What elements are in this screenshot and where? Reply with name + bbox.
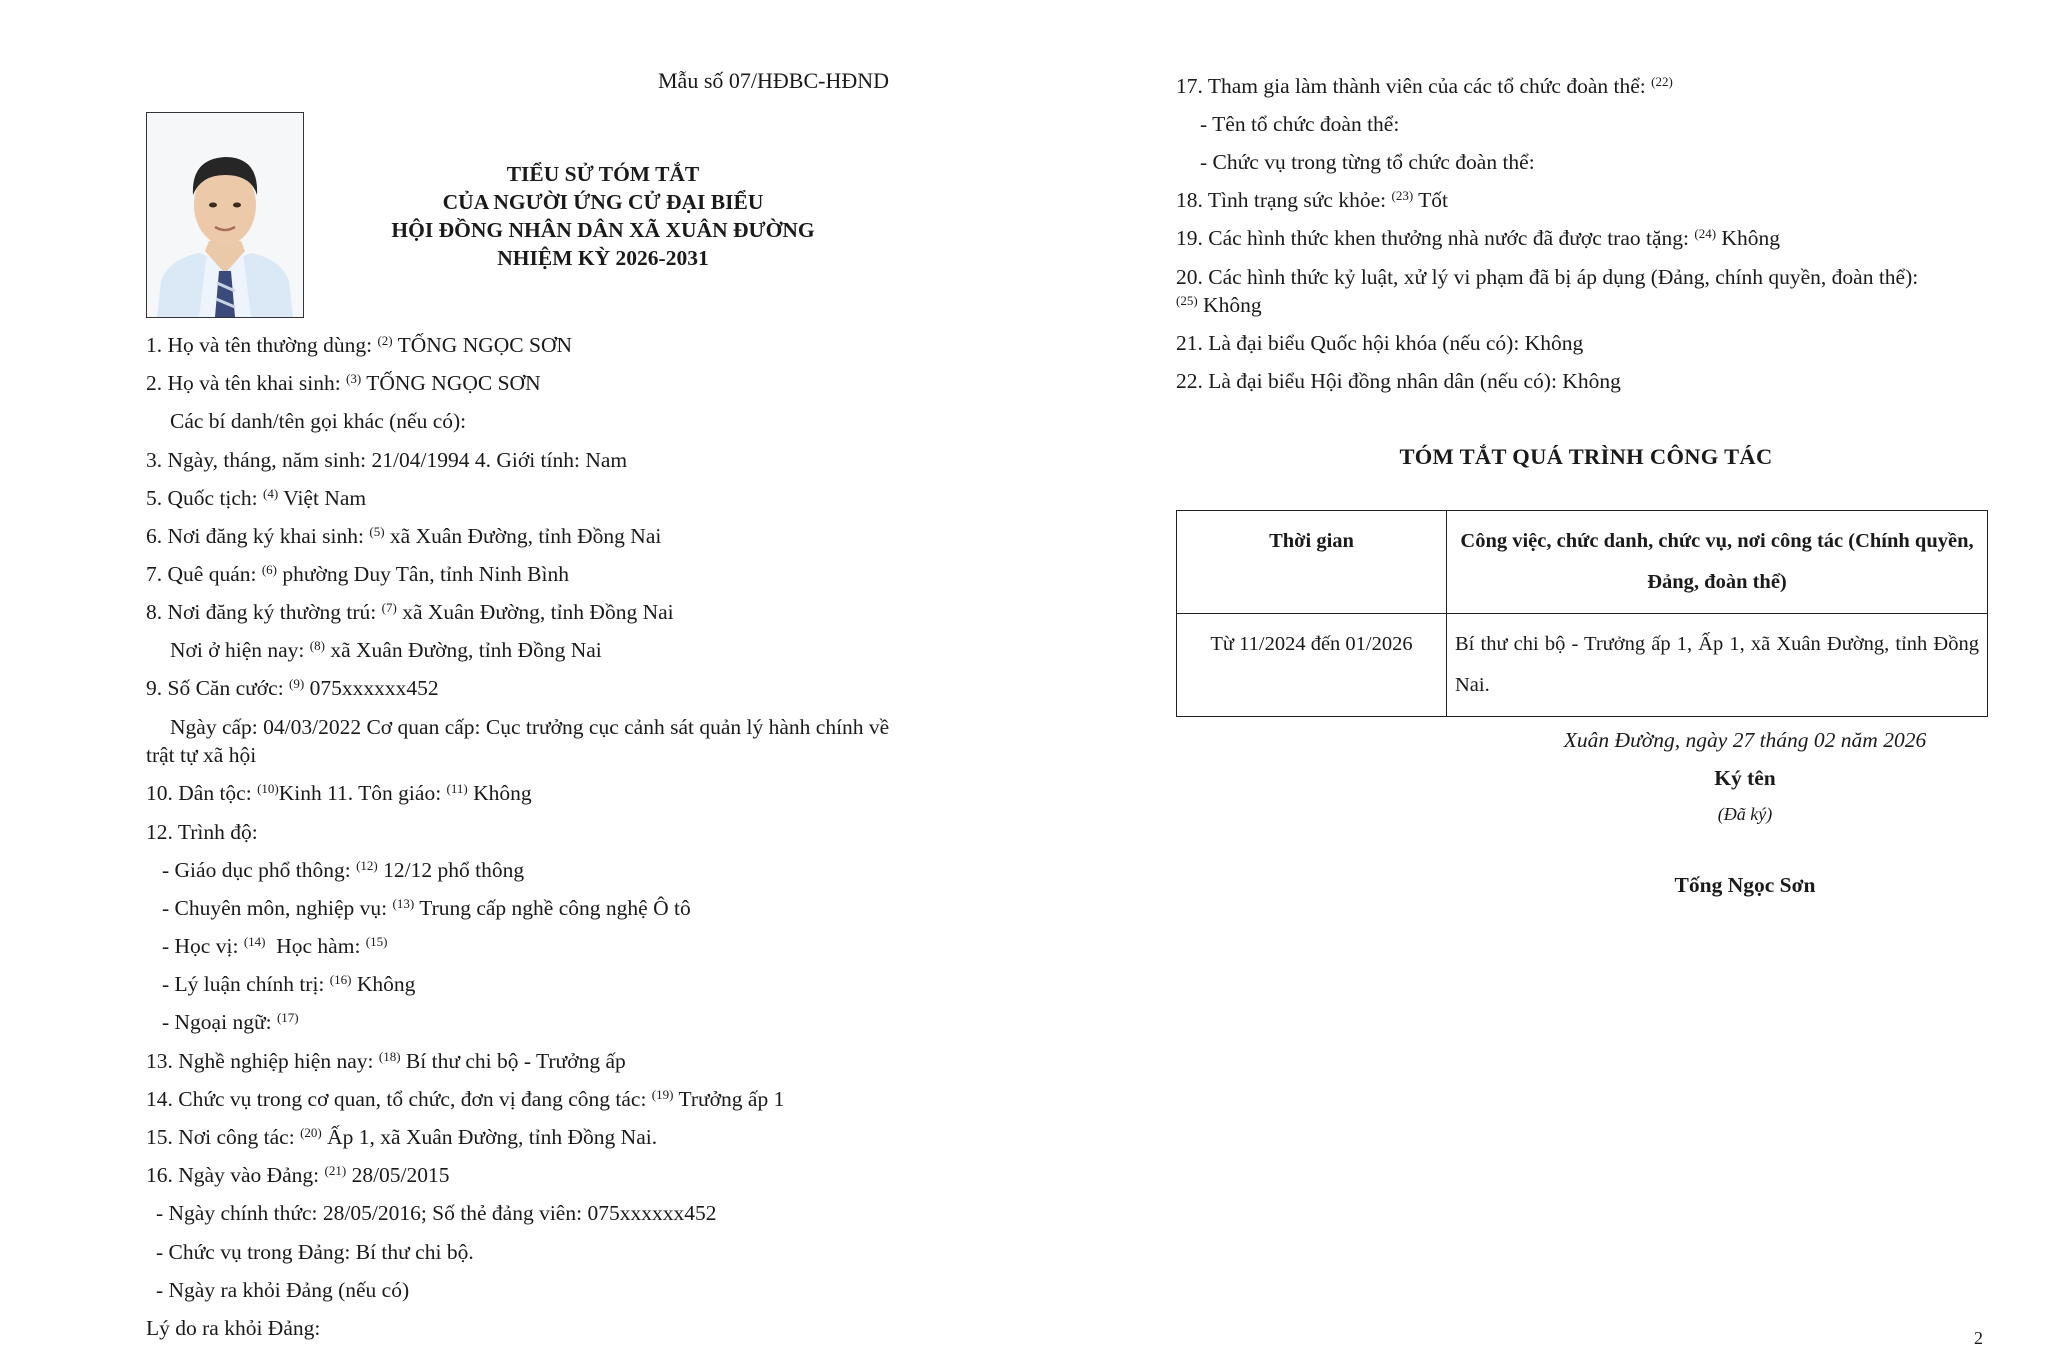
field-position: 14. Chức vụ trong cơ quan, tổ chức, đơn vị đang công tác: $^{(19)}$ Trưởng ấp 1 bbox=[146, 1087, 785, 1111]
signed-note: (Đã ký) bbox=[1717, 804, 1773, 824]
field-discipline: 20. Các hình thức kỷ luật, xử lý vi phạm đã bị áp dụng (Đảng, chính quyền, đoàn thể): bbox=[1176, 265, 1919, 289]
field-party-leave-reason: Lý do ra khỏi Đảng: bbox=[146, 1316, 321, 1340]
table-header-row bbox=[1177, 511, 1988, 614]
header-time: Thời gian bbox=[1177, 511, 1447, 614]
title-line-2: CỦA NGƯỜI ỨNG CỬ ĐẠI BIỂU bbox=[442, 190, 764, 214]
field-degree-title: - Học vị: $^{(14)}$ Học hàm: $^{(15)}$ bbox=[162, 934, 388, 958]
work-history-table bbox=[1176, 510, 1988, 717]
field-birth-name: 2. Họ và tên khai sinh: $^{(3)}$ TỐNG NGỌC SƠN bbox=[146, 371, 541, 395]
place-date: Xuân Đường, ngày 27 tháng 02 năm 2026 bbox=[1563, 728, 1927, 752]
field-aliases: Các bí danh/tên gọi khác (nếu có): bbox=[170, 409, 467, 433]
document-title bbox=[330, 160, 876, 272]
field-organizations: 17. Tham gia làm thành viên của các tổ chức đoàn thể: $^{(22)}$ bbox=[1176, 74, 1673, 98]
field-party-leave-date: - Ngày ra khỏi Đảng (nếu có) bbox=[156, 1278, 410, 1302]
field-peoples-council: 22. Là đại biểu Hội đồng nhân dân (nếu có): Không bbox=[1176, 369, 1621, 393]
field-health: 18. Tình trạng sức khỏe: $^{(23)}$ Tốt bbox=[1176, 188, 1449, 212]
field-political-theory: - Lý luận chính trị: $^{(16)}$ Không bbox=[162, 972, 416, 996]
field-common-name: 1. Họ và tên thường dùng: $^{(2)}$ TỐNG NGỌC SƠN bbox=[146, 333, 573, 357]
field-awards: 19. Các hình thức khen thưởng nhà nước đã được trao tặng: $^{(24)}$ Không bbox=[1176, 226, 1780, 250]
field-party-position: - Chức vụ trong Đảng: Bí thư chi bộ. bbox=[156, 1240, 474, 1264]
title-line-3: HỘI ĐỒNG NHÂN DÂN XÃ XUÂN ĐƯỜNG bbox=[391, 218, 815, 242]
field-occupation: 13. Nghề nghiệp hiện nay: $^{(18)}$ Bí thư chi bộ - Trưởng ấp bbox=[146, 1049, 626, 1073]
field-permanent-residence: 8. Nơi đăng ký thường trú: $^{(7)}$ xã Xuân Đường, tỉnh Đồng Nai bbox=[146, 600, 674, 624]
field-id-number: 9. Số Căn cước: $^{(9)}$ 075xxxxxx452 bbox=[146, 676, 439, 700]
field-ethnicity-religion: 10. Dân tộc: $^{(10)}$Kinh 11. Tôn giáo: $^{(11)}$ Không bbox=[146, 781, 532, 805]
form-code: Mẫu số 07/HĐBC-HĐND bbox=[658, 68, 889, 93]
signer-name: Tống Ngọc Sơn bbox=[1674, 873, 1816, 897]
field-party-official-date: - Ngày chính thức: 28/05/2016; Số thẻ đảng viên: 075xxxxxx452 bbox=[156, 1201, 717, 1225]
field-organization-position: - Chức vụ trong từng tổ chức đoàn thể: bbox=[1200, 150, 1535, 174]
cell-description: Bí thư chi bộ - Trưởng ấp 1, Ấp 1, xã Xuân Đường, tỉnh Đồng Nai. bbox=[1447, 614, 1988, 717]
page-number: 2 bbox=[1974, 1328, 1983, 1348]
field-birthdate-gender: 3. Ngày, tháng, năm sinh: 21/04/1994 4. Giới tính: Nam bbox=[146, 448, 628, 472]
field-organization-name: - Tên tổ chức đoàn thể: bbox=[1200, 112, 1400, 136]
title-line-4: NHIỆM KỲ 2026-2031 bbox=[497, 246, 709, 270]
field-current-residence: Nơi ở hiện nay: $^{(8)}$ xã Xuân Đường, tỉnh Đồng Nai bbox=[170, 638, 602, 662]
sign-label: Ký tên bbox=[1714, 766, 1776, 790]
field-nationality: 5. Quốc tịch: $^{(4)}$ Việt Nam bbox=[146, 486, 367, 510]
portrait-photo bbox=[146, 112, 304, 318]
title-line-1: TIỂU SỬ TÓM TẮT bbox=[506, 162, 700, 186]
field-id-issue: Ngày cấp: 04/03/2022 Cơ quan cấp: Cục trưởng cục cảnh sát quản lý hành chính về bbox=[170, 715, 890, 739]
header-description: Công việc, chức danh, chức vụ, nơi công tác (Chính quyền, Đảng, đoàn thể) bbox=[1447, 511, 1988, 614]
person-photo-icon bbox=[147, 113, 303, 317]
field-national-assembly: 21. Là đại biểu Quốc hội khóa (nếu có): Không bbox=[1176, 331, 1584, 355]
field-id-issue-cont: trật tự xã hội bbox=[146, 743, 257, 767]
field-birth-registration: 6. Nơi đăng ký khai sinh: $^{(5)}$ xã Xuân Đường, tỉnh Đồng Nai bbox=[146, 524, 662, 548]
field-professional: - Chuyên môn, nghiệp vụ: $^{(13)}$ Trung cấp nghề công nghệ Ô tô bbox=[162, 896, 691, 920]
table-row bbox=[1177, 614, 1988, 717]
field-hometown: 7. Quê quán: $^{(6)}$ phường Duy Tân, tỉnh Ninh Bình bbox=[146, 562, 569, 586]
work-history-heading: TÓM TẮT QUÁ TRÌNH CÔNG TÁC bbox=[1399, 444, 1773, 469]
cell-time: Từ 11/2024 đến 01/2026 bbox=[1177, 614, 1447, 717]
field-education-heading: 12. Trình độ: bbox=[146, 820, 258, 844]
field-foreign-language: - Ngoại ngữ: $^{(17)}$ bbox=[162, 1010, 299, 1034]
field-party-join-date: 16. Ngày vào Đảng: $^{(21)}$ 28/05/2015 bbox=[146, 1163, 450, 1187]
field-discipline-value: $^{(25)}$ Không bbox=[1176, 293, 1262, 317]
field-workplace: 15. Nơi công tác: $^{(20)}$ Ấp 1, xã Xuân Đường, tỉnh Đồng Nai. bbox=[146, 1125, 658, 1149]
field-general-education: - Giáo dục phổ thông: $^{(12)}$ 12/12 phổ thông bbox=[162, 858, 525, 882]
